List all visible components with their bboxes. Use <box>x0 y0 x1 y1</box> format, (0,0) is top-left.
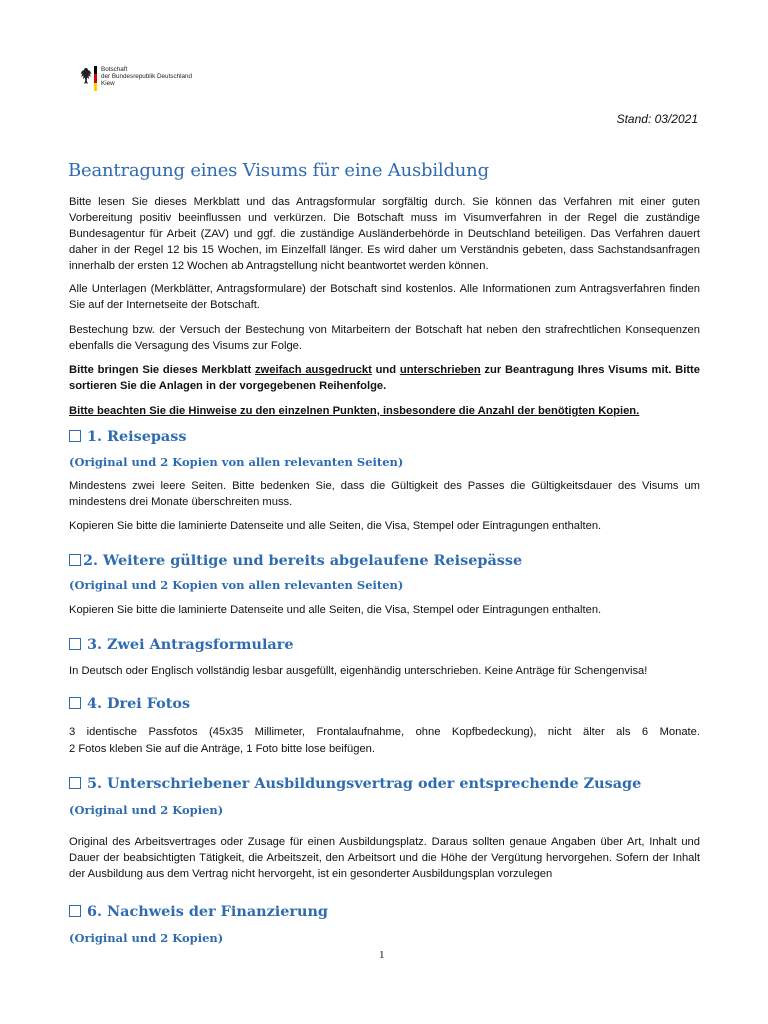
section-1-heading: 1. Reisepass <box>69 428 186 445</box>
intro-note: Bitte beachten Sie die Hinweise zu den einzelnen Punkten, insbesondere die Anzahl der benötigten Kopien. <box>69 405 640 417</box>
section-4-heading: 4. Drei Fotos <box>69 695 190 712</box>
checkbox-icon[interactable] <box>69 554 81 566</box>
section-2-subtitle: (Original und 2 Kopien von allen relevanten Seiten) <box>69 578 404 592</box>
section-1-subtitle: (Original und 2 Kopien von allen relevanten Seiten) <box>69 455 404 469</box>
intro-paragraph-1: Bitte lesen Sie dieses Merkblatt und das Antragsformular sorgfältig durch. Sie können das Verfahren mit einer guten Vorbereitung positiv beeinflussen und verkürzen. Die Botschaft muss im Visumverfahren in der Regel die zuständige Bundesagentur für Arbeit (ZAV) und ggf. die zuständige Ausländerbehörde in Deutschland beteiligen. Das Verfahren dauert daher in der Regel 12 bis 15 Wochen, im Einzelfall länger. Es wird daher um Verständnis gebeten, dass Sachstandsanfragen innerhalb der ersten 12 Wochen ab Antragstellung nicht beantwortet werden können. <box>69 196 700 272</box>
german-flag-bar <box>94 66 97 91</box>
checkbox-icon[interactable] <box>69 697 81 709</box>
section-5-heading: 5. Unterschriebener Ausbildungsvertrag oder entsprechende Zusage <box>69 775 641 792</box>
intro-paragraph-2: Alle Unterlagen (Merkblätter, Antragsformulare) der Botschaft sind kostenlos. Alle Informationen zum Antragsverfahren finden Sie auf der Internetseite der Botschaft. <box>69 283 700 311</box>
section-5-paragraph-1: Original des Arbeitsvertrages oder Zusage für einen Ausbildungsplatz. Daraus sollten genaue Angaben über Art, Inhalt und Dauer der beabsichtigten Tätigkeit, die Arbeitszeit, den Arbeitsort und die Höhe der Vergütung hervorgehen. Sofern der Inhalt der Ausbildung aus dem Vertrag nicht hervorgeht, ist ein gesonderter Ausbildungsplan vorzulegen <box>69 836 700 880</box>
section-1-paragraph-2: Kopieren Sie bitte die laminierte Datenseite und alle Seiten, die Visa, Stempel oder Eintragungen enthalten. <box>69 520 602 532</box>
page-title: Beantragung eines Visums für eine Ausbildung <box>68 160 489 181</box>
embassy-name: Botschaft der Bundesrepublik Deutschland Kiew <box>101 66 193 87</box>
checkbox-icon[interactable] <box>69 905 81 917</box>
embassy-logo <box>80 66 192 92</box>
checkbox-icon[interactable] <box>69 777 81 789</box>
checkbox-icon[interactable] <box>69 638 81 650</box>
intro-instruction: Bitte bringen Sie dieses Merkblatt zweifach ausgedruckt und unterschrieben zur Beantragung Ihres Visums mit. Bitte sortieren Sie die Anlagen in der vorgegebenen Reihenfolge. <box>69 364 701 392</box>
section-3-paragraph-1: In Deutsch oder Englisch vollständig lesbar ausgefüllt, eigenhändig unterschrieben. Keine Anträge für Schengenvisa! <box>69 665 648 677</box>
document-date: Stand: 03/2021 <box>616 112 698 126</box>
section-3-heading: 3. Zwei Antragsformulare <box>69 636 294 653</box>
section-4-paragraph-1: 3 identische Passfotos (45x35 Millimeter, Frontalaufnahme, ohne Kopfbedeckung), nicht älter als 6 Monate. <box>69 726 700 738</box>
section-4-paragraph-2: 2 Fotos kleben Sie auf die Anträge, 1 Foto bitte lose beifügen. <box>69 743 375 755</box>
federal-eagle-icon <box>80 66 92 88</box>
section-5-subtitle: (Original und 2 Kopien) <box>69 803 224 817</box>
section-2-paragraph-1: Kopieren Sie bitte die laminierte Datenseite und alle Seiten, die Visa, Stempel oder Eintragungen enthalten. <box>69 604 602 616</box>
intro-paragraph-3: Bestechung bzw. der Versuch der Bestechung von Mitarbeitern der Botschaft hat neben den strafrechtlichen Konsequenzen ebenfalls die Versagung des Visums zur Folge. <box>69 324 700 352</box>
section-6-subtitle: (Original und 2 Kopien) <box>69 931 224 945</box>
page-number: 1 <box>379 949 385 961</box>
checkbox-icon[interactable] <box>69 430 81 442</box>
section-2-heading: 2. Weitere gültige und bereits abgelaufene Reisepässe <box>69 552 522 569</box>
section-6-heading: 6. Nachweis der Finanzierung <box>69 903 328 920</box>
section-1-paragraph-1: Mindestens zwei leere Seiten. Bitte bedenken Sie, dass die Gültigkeit des Passes die Gültigkeitsdauer des Visums um mindestens drei Monate überschreiten muss. <box>69 480 700 508</box>
